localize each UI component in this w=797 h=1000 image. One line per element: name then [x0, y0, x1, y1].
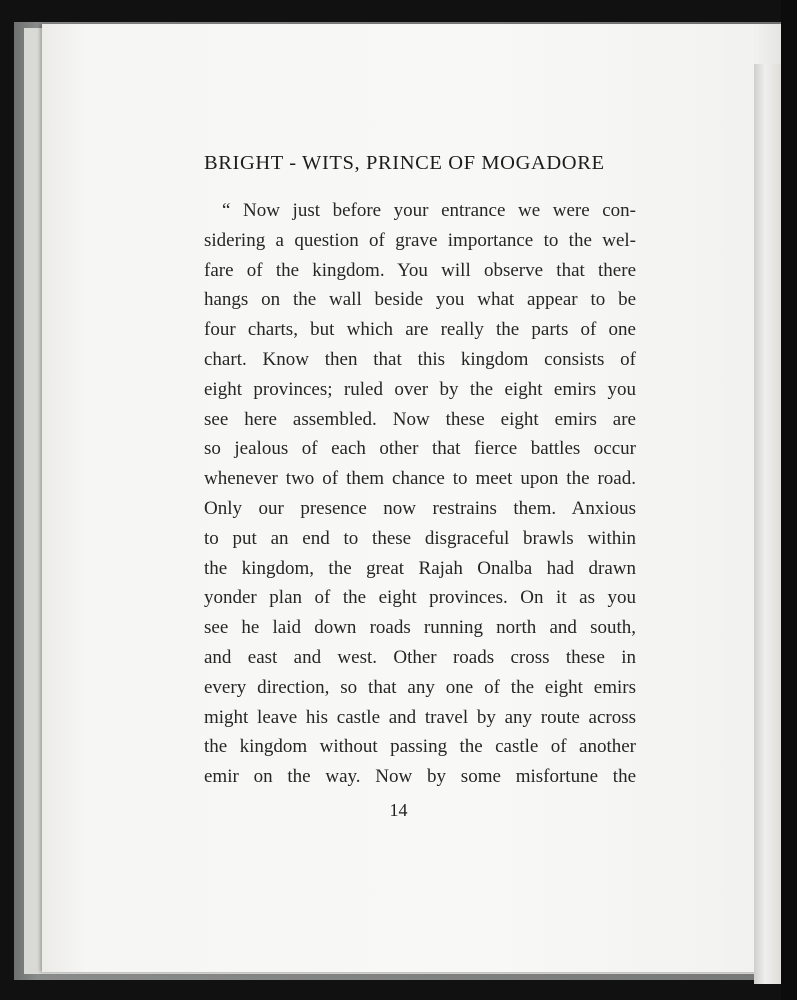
text-line: to put an end to these disgraceful brawls within [204, 527, 636, 549]
text-line: sidering a question of grave importance to the wel- [204, 229, 636, 251]
body-text [204, 196, 636, 792]
text-line: fare of the kingdom. You will observe that there [204, 259, 636, 281]
text-line: whenever two of them chance to meet upon the road. [204, 468, 636, 490]
text-line: the kingdom, the great Rajah Onalba had drawn [204, 557, 636, 579]
text-line: Only our presence now restrains them. Anxious [204, 497, 636, 519]
text-line: every direction, so that any one of the eight emirs [204, 676, 636, 698]
text-line: so jealous of each other that fierce battles occur [204, 438, 636, 460]
page-number: 14 [389, 800, 408, 820]
text-line: four charts, but which are really the parts of one [204, 319, 636, 341]
page-gutter-shadow [754, 64, 782, 984]
text-line: eight provinces; ruled over by the eight emirs you [204, 378, 636, 400]
text-line: hangs on the wall beside you what appear to be [204, 289, 636, 311]
background-edge [781, 0, 797, 1000]
text-line: see here assembled. Now these eight emirs are [204, 408, 636, 430]
text-line: see he laid down roads running north and south, [204, 617, 636, 639]
text-line: emir on the way. Now by some misfortune the [204, 766, 636, 788]
text-line: might leave his castle and travel by any route across [204, 706, 636, 728]
text-line: the kingdom without passing the castle of another [204, 736, 636, 758]
text-line: chart. Know then that this kingdom consists of [204, 348, 636, 370]
text-line: and east and west. Other roads cross these in [204, 646, 636, 668]
text-line: yonder plan of the eight provinces. On it as you [204, 587, 636, 609]
text-line: “ Now just before your entrance we were con- [222, 200, 636, 221]
running-head: BRIGHT - WITS, PRINCE OF MOGADORE [204, 152, 605, 174]
